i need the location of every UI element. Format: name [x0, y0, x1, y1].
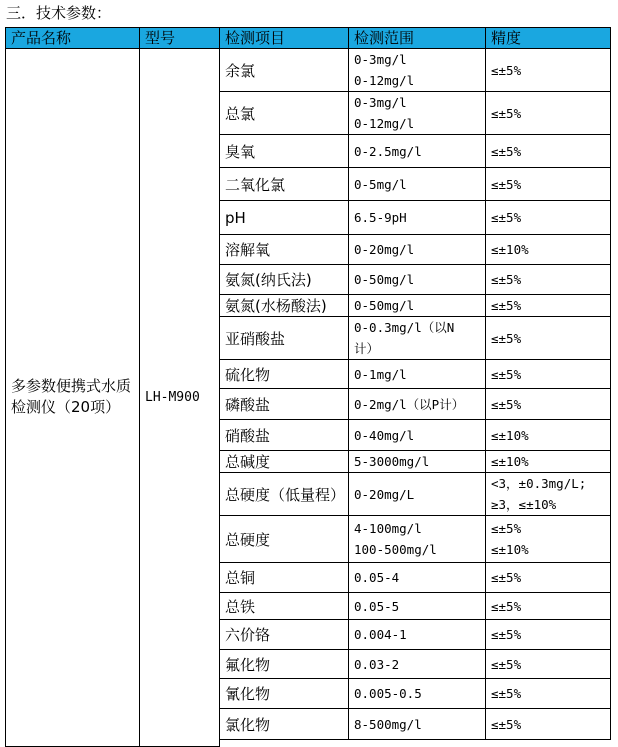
accuracy-line: ≤±5%: [491, 272, 522, 287]
range-cell: [349, 92, 486, 135]
range-line: 0-12mg/l: [354, 73, 415, 88]
range-line: 0-20mg/L: [354, 486, 415, 502]
accuracy-cell: [486, 360, 611, 389]
accuracy-cell: [486, 49, 611, 92]
range-line: 0-0.3mg/l（以N: [354, 320, 455, 335]
range-cell: [349, 650, 486, 679]
accuracy-cell: [486, 516, 611, 563]
accuracy-line: ≤±10%: [491, 427, 529, 443]
range-cell: [349, 516, 486, 563]
range-line: 0-5mg/l: [354, 176, 407, 192]
accuracy-cell: [486, 593, 611, 620]
accuracy-cell: [486, 295, 611, 317]
table-body: [6, 49, 611, 747]
range-cell: [349, 360, 486, 389]
range-cell: [349, 49, 486, 92]
section-title: 三．技术参数：: [6, 4, 112, 22]
range-cell: [349, 563, 486, 593]
test-item-cell: 臭氧: [220, 135, 349, 168]
accuracy-line: ≤±5%: [491, 210, 522, 225]
range-cell: [349, 420, 486, 451]
table-header-row: [6, 28, 611, 49]
product-name-cell: 多参数便携式水质检测仪（20项）: [6, 49, 140, 747]
accuracy-line: ≤±5%: [491, 656, 522, 672]
range-cell: [349, 473, 486, 516]
range-line: 计）: [354, 341, 380, 356]
accuracy-line: ≤±5%: [491, 570, 522, 585]
accuracy-line: ≤±5%: [491, 105, 522, 121]
accuracy-cell: [486, 650, 611, 679]
accuracy-line: ≥3，≤±10%: [491, 497, 557, 512]
header-accuracy: 精度: [486, 28, 611, 49]
test-item-cell: 氟化物: [220, 650, 349, 679]
header-product-name: 产品名称: [6, 28, 140, 49]
range-cell: [349, 168, 486, 201]
range-line: 5-3000mg/l: [354, 454, 430, 469]
test-item-cell: 氨氮(水杨酸法): [220, 295, 349, 317]
range-line: 0.03-2: [354, 656, 400, 672]
accuracy-cell: [486, 201, 611, 235]
accuracy-cell: [486, 420, 611, 451]
range-line: 4-100mg/l: [354, 521, 422, 536]
range-line: 0.05-4: [354, 570, 400, 585]
accuracy-cell: [486, 265, 611, 295]
accuracy-line: ≤±10%: [491, 542, 529, 557]
table-row: [6, 49, 611, 92]
test-item-cell: 氨氮(纳氏法): [220, 265, 349, 295]
accuracy-line: ≤±5%: [491, 716, 522, 732]
range-cell: [349, 389, 486, 420]
accuracy-cell: [486, 563, 611, 593]
test-item-cell: 余氯: [220, 49, 349, 92]
accuracy-line: ≤±5%: [491, 298, 522, 313]
accuracy-line: ≤±5%: [491, 330, 522, 346]
accuracy-line: ≤±5%: [491, 62, 522, 78]
range-cell: [349, 295, 486, 317]
accuracy-line: ≤±5%: [491, 366, 522, 382]
test-item-cell: 溶解氧: [220, 235, 349, 265]
test-item-cell: pH: [220, 201, 349, 235]
test-item-cell: 氰化物: [220, 679, 349, 709]
range-cell: [349, 679, 486, 709]
range-line: 8-500mg/l: [354, 716, 422, 732]
range-line: 0.005-0.5: [354, 686, 422, 701]
accuracy-line: ≤±5%: [491, 396, 522, 412]
accuracy-cell: [486, 92, 611, 135]
accuracy-cell: [486, 235, 611, 265]
range-line: 0-3mg/l: [354, 95, 407, 110]
test-item-cell: 总氯: [220, 92, 349, 135]
range-cell: [349, 593, 486, 620]
accuracy-cell: [486, 709, 611, 740]
accuracy-cell: [486, 168, 611, 201]
accuracy-cell: [486, 135, 611, 168]
range-cell: [349, 709, 486, 740]
range-cell: [349, 235, 486, 265]
range-cell: [349, 317, 486, 360]
range-line: 0-12mg/l: [354, 116, 415, 131]
range-line: 0-1mg/l: [354, 366, 407, 382]
accuracy-line: ≤±5%: [491, 598, 522, 614]
range-line: 0-20mg/l: [354, 242, 415, 257]
accuracy-cell: [486, 451, 611, 473]
test-item-cell: 氯化物: [220, 709, 349, 740]
range-cell: [349, 451, 486, 473]
accuracy-cell: [486, 317, 611, 360]
header-model: 型号: [140, 28, 220, 49]
range-cell: [349, 620, 486, 650]
test-item-cell: 总碱度: [220, 451, 349, 473]
test-item-cell: 亚硝酸盐: [220, 317, 349, 360]
accuracy-line: ≤±5%: [491, 686, 522, 701]
accuracy-cell: [486, 473, 611, 516]
test-item-cell: 磷酸盐: [220, 389, 349, 420]
accuracy-cell: [486, 679, 611, 709]
test-item-cell: 二氧化氯: [220, 168, 349, 201]
range-line: 6.5-9pH: [354, 210, 407, 225]
range-cell: [349, 135, 486, 168]
accuracy-cell: [486, 389, 611, 420]
header-test-item: 检测项目: [220, 28, 349, 49]
accuracy-line: ≤±5%: [491, 176, 522, 192]
accuracy-cell: [486, 620, 611, 650]
range-line: 0-50mg/l: [354, 298, 415, 313]
range-line: 0-40mg/l: [354, 427, 415, 443]
table-tail-cell: [220, 740, 611, 747]
model-cell: LH-M900: [140, 49, 220, 747]
accuracy-line: ≤±5%: [491, 143, 522, 159]
range-line: 0-2.5mg/l: [354, 143, 422, 159]
test-item-cell: 总铁: [220, 593, 349, 620]
test-item-cell: 总硬度（低量程）: [220, 473, 349, 516]
test-item-cell: 总铜: [220, 563, 349, 593]
range-cell: [349, 201, 486, 235]
test-item-cell: 硫化物: [220, 360, 349, 389]
accuracy-line: ≤±10%: [491, 242, 529, 257]
accuracy-line: ≤±5%: [491, 627, 522, 642]
header-range: 检测范围: [349, 28, 486, 49]
range-line: 100-500mg/l: [354, 542, 437, 557]
test-item-cell: 硝酸盐: [220, 420, 349, 451]
accuracy-line: ≤±5%: [491, 521, 522, 536]
range-line: 0-2mg/l（以P计）: [354, 396, 465, 412]
test-item-cell: 总硬度: [220, 516, 349, 563]
accuracy-line: ≤±10%: [491, 454, 529, 469]
test-item-cell: 六价铬: [220, 620, 349, 650]
range-line: 0.004-1: [354, 627, 407, 642]
range-line: 0-50mg/l: [354, 272, 415, 287]
range-cell: [349, 265, 486, 295]
spec-table: [5, 27, 611, 747]
range-line: 0.05-5: [354, 598, 400, 614]
accuracy-line: <3，±0.3mg/L;: [491, 476, 587, 491]
range-line: 0-3mg/l: [354, 52, 407, 67]
